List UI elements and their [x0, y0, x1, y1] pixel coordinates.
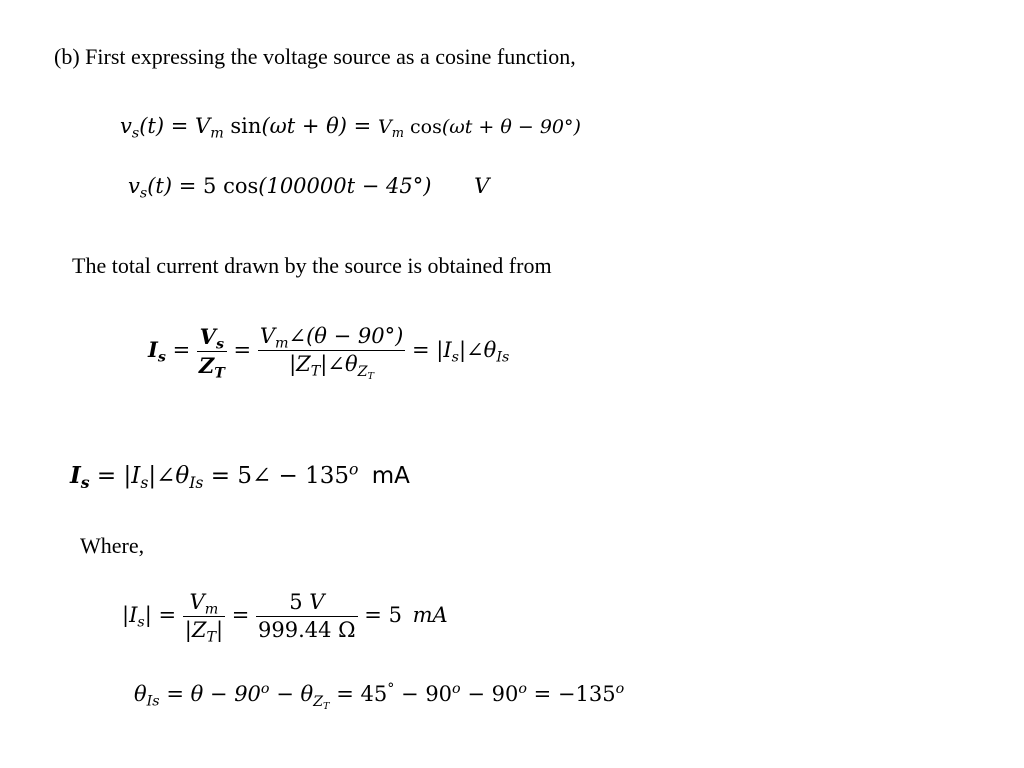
fraction-phasor-ratio: $\frac{V_m\angle(\theta - 90^\circ)}{|Z_T|\angle\theta_{Z_T}}$	[259, 324, 404, 382]
current-intro-text: The total current drawn by the source is obtained from	[72, 253, 552, 278]
equation-current-angle: $\theta_{Is} = \theta - 90^o - \theta_{Z_T} = 45^\circ - 90^o - 90^o = -135^o$	[134, 681, 625, 712]
section-heading: (b) First expressing the voltage source as a cosine function,	[54, 44, 576, 69]
equation-current-magnitude: $|I_s|$ = $\frac{V_m}{|Z_T|}$ = $\frac{5 V}{999.44 \Omega}$ = 5 mA	[122, 590, 448, 646]
fraction-numeric: $\frac{5 V}{999.44 \Omega}$	[258, 590, 356, 642]
fraction-vs-over-zt: $\frac{V_s}{Z_T}$	[198, 324, 225, 382]
equation-source-cosine: $v_s(t) = 5$ cos(100000t − 45°) V	[128, 174, 490, 202]
equation-total-current: $I_s$ = $\frac{V_s}{Z_T}$ = $\frac{V_m\angle(\theta - 90^\circ)}{|Z_T|\angle\theta_{Z_T}}$ = $|I_s|\angle\theta_{Is}$	[148, 324, 510, 382]
where-label: Where,	[80, 533, 145, 558]
equation-sine-to-cosine: $v_s(t) = V_m$ $\sin(\omega t + \theta) = V_m$ cos(ωt + θ − 90°)	[120, 114, 581, 142]
equation-current-result: $I_s$ = $|I_s|\angle\theta_{Is}$ = 5∠ − $135^o$ mA	[70, 459, 410, 492]
fraction-vm-over-zt: $\frac{V_m}{|Z_T|}$	[184, 590, 224, 646]
